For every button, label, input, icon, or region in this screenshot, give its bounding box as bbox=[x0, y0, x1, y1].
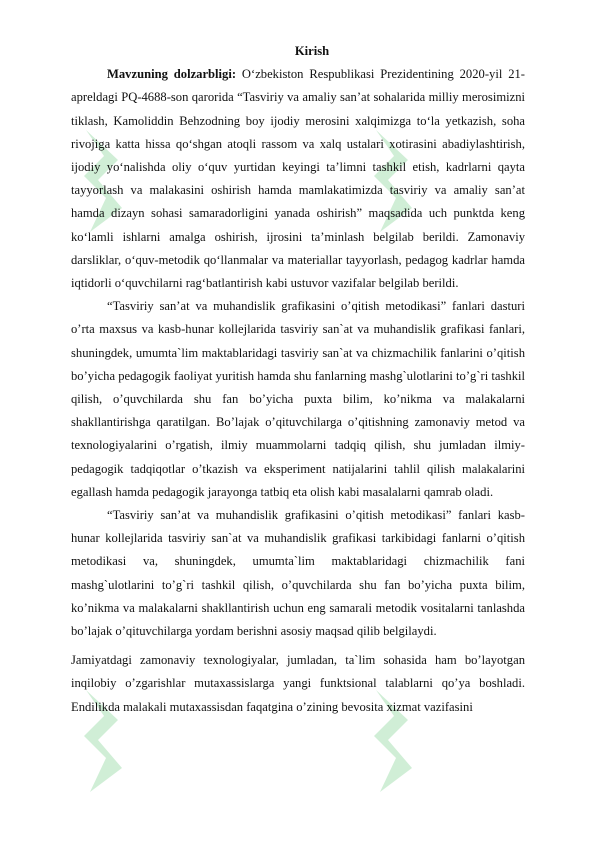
paragraph-1-lead: Mavzuning dolzarbligi: bbox=[107, 67, 237, 82]
document-page bbox=[71, 40, 525, 719]
paragraph-2: “Tasviriy san’at va muhandislik grafikasini o’qitish metodikasi” fanlari dasturi o’rta maxsus va kasb-hunar kollejlarida tasviriy san`at va muhandislik grafikasi fanlari, shuningdek, umumta`lim maktablaridagi tasviriy san`at va chizmachilik fanlarini o’qitish bo’yicha pedagogik faoliyat yuritish hamda shu fanlarning mashg`ulotlarini to’g`ri tashkil qilish, o’quvchilarda shu fan bo’yicha puxta bilim, ko’nikma va malakalarni shakllantirishga qaratilgan. Bo’lajak o’qituvchilarga o’qitishning zamonaviy metod va texnologiyalarini o’rgatish, ilmiy muammolarni tadqiq qilish, shu jumladan ilmiy-pedagogik tadqiqotlar o’tkazish va eksperiment natijalarini tahlil qilish malakalarini egallash hamda pedagogik jarayonga tatbiq eta olish kabi masalalarni qamrab oladi. bbox=[71, 299, 525, 499]
paragraph-1-text: O‘zbekiston Respublikasi Prezidentining 2020-yil 21-apreldagi PQ-4688-son qarorida “Tasviriy va amaliy san’at sohalarida milliy merosimizni tiklash, Kamoliddin Behzodning boy ijodiy merosini xalqimizga to‘la yetkazish, soha rivojiga katta hissa qo‘shgan atoqli rassom va xalq ustalari xotirasini abadiylashtirish, ijodiy yo‘nalishda oliy o‘quv yurtidan keyingi ta’limni tashkil etish, kadrlarni qayta tayyorlash va malakasini oshirish hamda mamlakatimizda tasviriy va amaliy san’at hamda dizayn sohasi samaradorligini yanada oshirish” maqsadida uch punktda keng ko‘lamli ishlarni amalga oshirish, ijrosini ta’minlash belgilab berildi. Zamonaviy darsliklar, o‘quv-metodik qo‘llanmalar va materiallar tayyorlash, pedagog kadrlar hamda iqtidorli o‘quvchilarni rag‘batlantirish kabi ustuvor vazifalar belgilab berildi. bbox=[71, 67, 525, 291]
paragraph-1 bbox=[71, 63, 525, 295]
paragraph-4: Jamiyatdagi zamonaviy texnologiyalar, jumladan, ta`lim sohasida ham bo’layotgan inqilobiy o’zgarishlar mutaxassislarga yangi funktsional talablarni qo’ya boshladi. Endilikda malakali mutaxassisdan faqatgina o’zining bevosita xizmat vazifasini bbox=[71, 653, 525, 714]
page-title: Kirish bbox=[294, 44, 330, 58]
paragraph-3: “Tasviriy san’at va muhandislik grafikasini o’qitish metodikasi” fanlari kasb-hunar kollejlarida tasviriy san`at va muhandislik grafikasi tarkibidagi fanlarni o’qitish metodikasi va, shuningdek, umumta`lim maktablaridagi chizmachilik fani mashg`ulotlarini to’g`ri tashkil qilish, o’quvchilarda shu fan bo’yicha puxta bilim, ko’nikma va malakalarni shakllantirish uchun eng samarali metodik vositalarni tanlashda bo’lajak o’qituvchilarga yordam berishni asosiy maqsad qilib belgilaydi. bbox=[71, 508, 525, 639]
